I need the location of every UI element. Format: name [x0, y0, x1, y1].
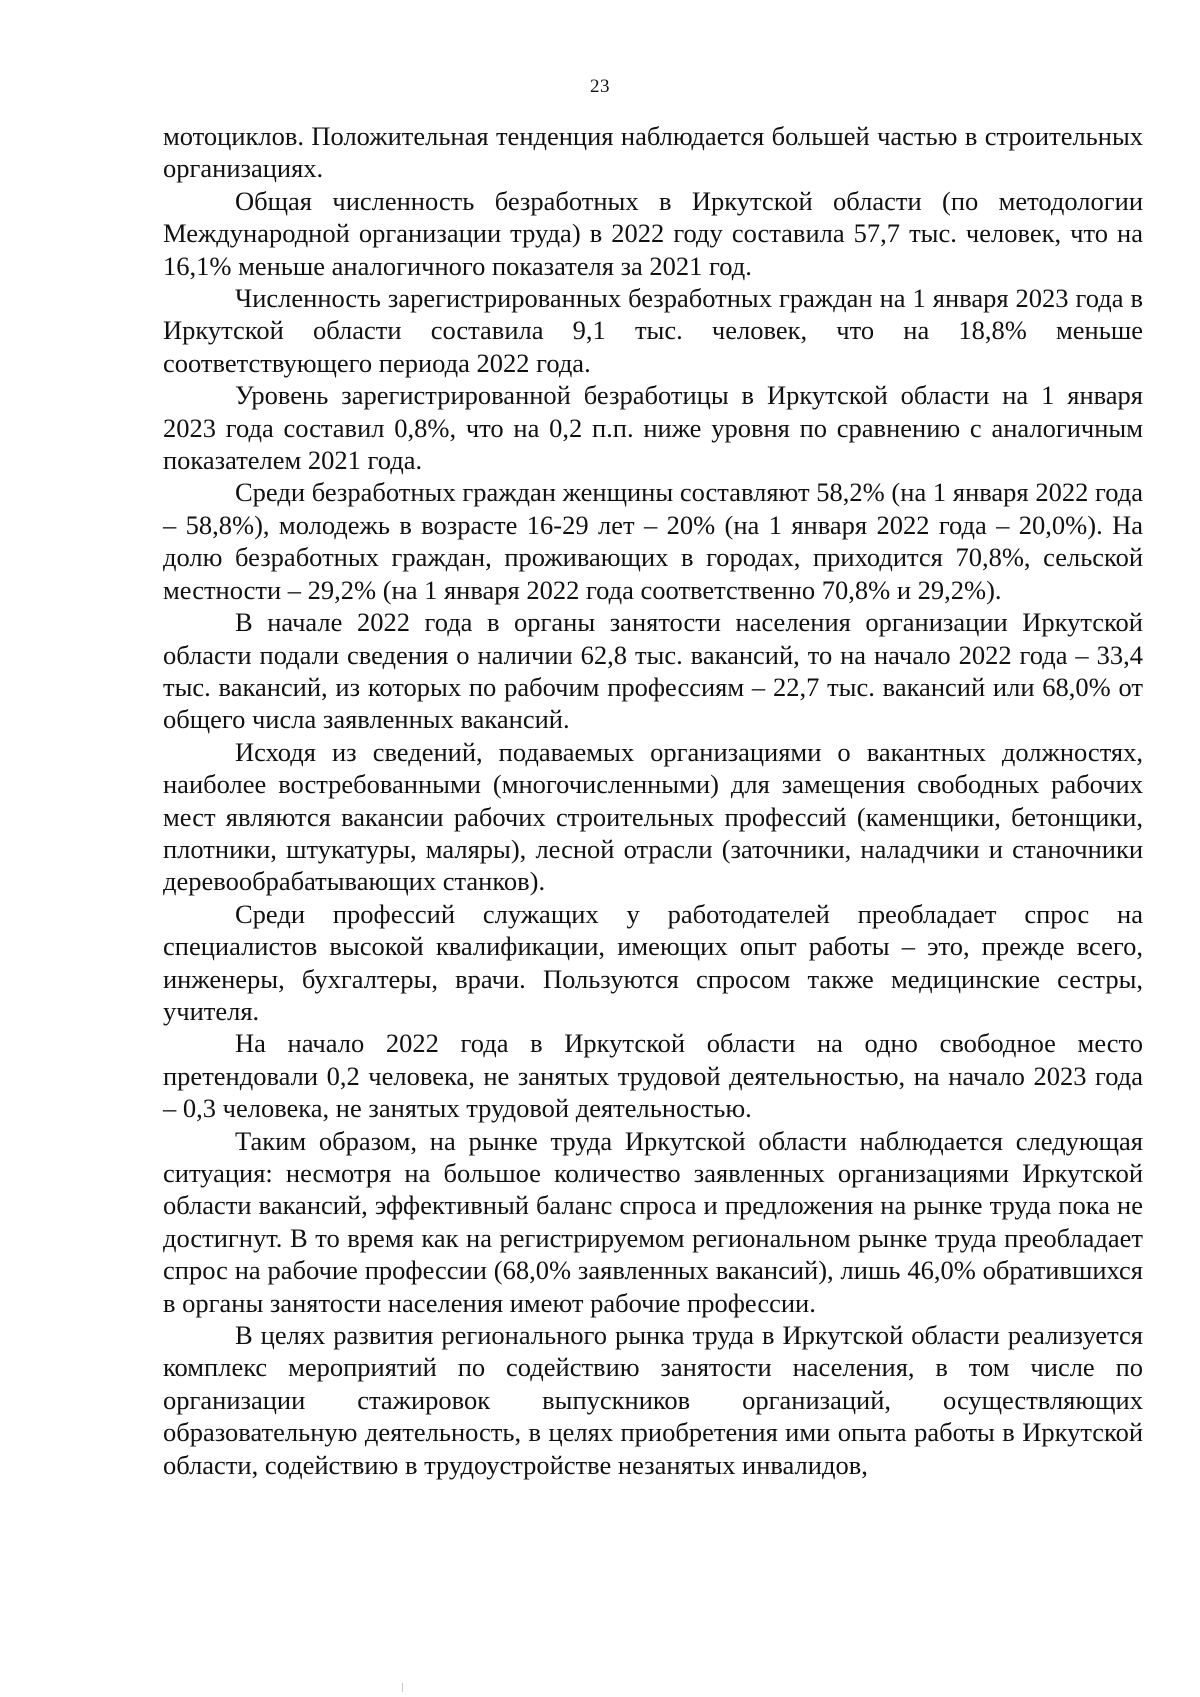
- paragraph-continuation: мотоциклов. Положительная тенденция наблюдается большей частью в строительных организациях.: [163, 121, 1143, 184]
- paragraph-unemployment-total: Общая численность безработных в Иркутской области (по методологии Международной организации труда) в 2022 году составила 57,7 тыс. человек, что на 16,1% меньше аналогичного показателя за 2021 год.: [163, 185, 1143, 281]
- paragraph-demanded-professions: Исходя из сведений, подаваемых организациями о вакантных должностях, наиболее востребованными (многочисленными) для замещения свободных рабочих мест являются вакансии рабочих строительных профессий (каменщики, бетонщики, плотники, штукатуры, маляры), лесной отрасли (заточники, наладчики и станочники деревообрабатывающих станков).: [163, 736, 1143, 897]
- page-number: 23: [590, 76, 610, 97]
- paragraph-registered-unemployed: Численность зарегистрированных безработных граждан на 1 января 2023 года в Иркутской области составила 9,1 тыс. человек, что на 18,8% меньше соответствующего периода 2022 года.: [163, 283, 1143, 378]
- scan-artifact: [402, 1683, 403, 1692]
- paragraph-employee-demand: Среди профессий служащих у работодателей преобладает спрос на специалистов высокой квалификации, имеющих опыт работы – это, прежде всего, инженеры, бухгалтеры, врачи. Пользуются спросом также медицинские сестры, учителя.: [163, 898, 1143, 1026]
- paragraph-unemployment-rate: Уровень зарегистрированной безработицы в Иркутской области на 1 января 2023 года составил 0,8%, что на 0,2 п.п. ниже уровня по сравнению с аналогичным показателем 2021 года.: [163, 380, 1143, 476]
- paragraph-tension-ratio: На начало 2022 года в Иркутской области на одно свободное место претендовали 0,2 человека, не занятых трудовой деятельностью, на начало 2023 года – 0,3 человека, не занятых трудовой деятельностью.: [163, 1028, 1143, 1124]
- paragraph-market-situation: Таким образом, на рынке труда Иркутской области наблюдается следующая ситуация: несмотря на большое количество заявленных организациями Иркутской области вакансий, эффективный баланс спроса и предложения на рынке труда пока не достигнут. В то время как на регистрируемом региональном рынке труда преобладает спрос на рабочие профессии (68,0% заявленных вакансий), лишь 46,0% обратившихся в органы занятости населения имеют рабочие профессии.: [163, 1125, 1143, 1318]
- document-body: [163, 120, 1143, 1481]
- paragraph-unemployed-structure: Среди безработных граждан женщины составляют 58,2% (на 1 января 2022 года – 58,8%), молодежь в возрасте 16-29 лет – 20% (на 1 января 2022 года – 20,0%). На долю безработных граждан, проживающих в городах, приходится 70,8%, сельской местности – 29,2% (на 1 января 2022 года соответственно 70,8% и 29,2%).: [163, 477, 1143, 605]
- paragraph-vacancies: В начале 2022 года в органы занятости населения организации Иркутской области подали сведения о наличии 62,8 тыс. вакансий, то на начало 2022 года – 33,4 тыс. вакансий, из которых по рабочим профессиям – 22,7 тыс. вакансий или 68,0% от общего числа заявленных вакансий.: [163, 607, 1143, 735]
- paragraph-measures: В целях развития регионального рынка труда в Иркутской области реализуется комплекс мероприятий по содействию занятости населения, в том числе по организации стажировок выпускников организаций, осуществляющих образовательную деятельность, в целях приобретения ими опыта работы в Иркутской области, содействию в трудоустройстве незанятых инвалидов,: [163, 1320, 1143, 1480]
